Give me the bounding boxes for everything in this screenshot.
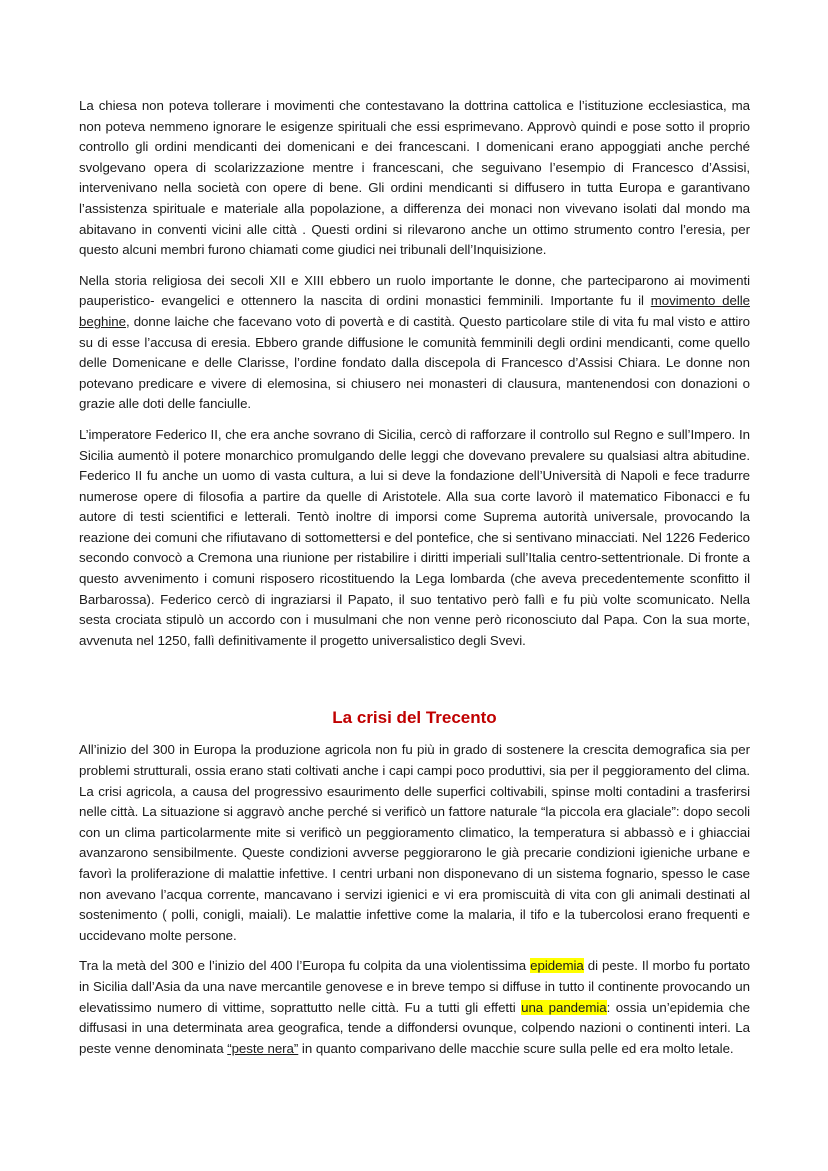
highlight-pandemia: una pandemia [521, 999, 607, 1015]
p2-text-before: Nella storia religiosa dei secoli XII e XIII ebbero un ruolo importante le donne, che parteciparono ai movimenti pauperistico- evangelici e ottennero la nascita di ordini monastici femminili. Importante fu il [79, 272, 750, 309]
underlined-peste-nera: “peste nera” [227, 1040, 299, 1056]
p5-text-a: Tra la metà del 300 e l’inizio del 400 l’Europa fu colpita da una violentissima [79, 958, 531, 974]
highlight-epidemia: epidemia [530, 958, 584, 974]
p5-text-d: in quanto comparivano delle macchie scure sulla pelle ed era molto letale. [298, 1040, 734, 1056]
paragraph-donne [79, 271, 750, 415]
paragraph-ordini-mendicanti: La chiesa non poteva tollerare i movimenti che contestavano la dottrina cattolica e l’istituzione ecclesiastica, ma non poteva nemmeno ignorare le esigenze spirituali che essi esprimevano. Approvò quindi e pose sotto il proprio controllo gli ordini mendicanti dei domenicani e dei francescani. I domenicani erano appoggiati anche perché svolgevano opera di scolarizzazione mentre i francescani, che seguivano l’esempio di Francesco d’Assisi, intervenivano nella società con opere di bene. Gli ordini mendicanti si diffusero in tutta Europa e garantivano l’assistenza spirituale e materiale alla popolazione, a differenza dei monaci non vivevano isolati dal mondo ma abitavano in conventi vicini alle città . Questi ordini si rilevarono anche un ottimo strumento contro l’eresia, per questo alcuni membri furono chiamati come giudici nei tribunali dell’Inquisizione. [79, 98, 750, 258]
p2-text-after: , donne laiche che facevano voto di povertà e di castità. Questo particolare stile di vita fu mal visto e attiro su di esse l’accusa di eresia. Ebbero grande diffusione le comunità femminili degli ordini mendicanti, come quello delle Domenicane e delle Clarisse, l’ordine fondato dalla discepola di Francesco d’Assisi Chiara. Le donne non potevano predicare e vivere di elemosina, si chiusero nei monasteri di clausura, mantenendosi con donazioni o grazie alle doti delle fanciulle. [79, 313, 750, 412]
underlined-movimento-beghine: movimento delle beghine [79, 293, 750, 329]
paragraph-peste [79, 956, 750, 1059]
p5-text-c: : ossia un’epidemia che diffusasi in una determinata area geografica, tende a diffondersi ovunque, colpendo nazioni o continenti interi. La peste venne denominata [79, 999, 750, 1056]
paragraph-crisi-agricola: All’inizio del 300 in Europa la produzione agricola non fu più in grado di sostenere la crescita demografica sia per problemi strutturali, ossia erano stati coltivati anche i capi campi poco produttivi, sia per il peggioramento del clima. La crisi agricola, a causa del progressivo esaurimento delle superfici coltivabili, spinse molti contadini a trasferirsi nelle città. La situazione si aggravò anche perché si verificò un fattore naturale “la piccola era glaciale”: dopo secoli con un clima particolarmente mite si verificò un peggioramento climatico, la temperatura si abbassò e i ghiacciai avanzarono sensibilmente. Queste condizioni avverse peggiorarono le già precarie condizioni igieniche urbane e favorì la proliferazione di malattie infettive. I centri urbani non disponevano di un sistema fognario, spesso le case non avevano l’acqua corrente, mancavano i servizi igienici e vi era promiscuità di vita con gli animali destinati al sostenimento ( polli, conigli, maiali). Le malattie infettive come la malaria, il tifo e la tubercolosi erano frequenti e uccidevano molte persone. [79, 742, 750, 943]
paragraph-federico-ii: L’imperatore Federico II, che era anche sovrano di Sicilia, cercò di rafforzare il controllo sul Regno e sull’Impero. In Sicilia aumentò il potere monarchico promulgando delle leggi che dovevano prevalere su qualsiasi altra abitudine. Federico II fu anche un uomo di vasta cultura, a lui si deve la fondazione dell’Università di Napoli e fece tradurre numerose opere di filosofia a partire da quelle di Aristotele. Alla sua corte lavorò il matematico Fibonacci e fu autore di testi scientifici e letterali. Tentò inoltre di imporsi come Suprema autorità universale, provocando la reazione dei comuni che rifiutavano di sottomettersi e del pontefice, che si sentivano minacciati. Nel 1226 Federico secondo convocò a Cremona una riunione per ristabilire i diritti imperiali sull’Italia centro-settentrionale. Di fronte a questo avvenimento i comuni risposero ricostituendo la Lega lombarda (che aveva precedentemente sconfitto il Barbarossa). Federico cercò di ingraziarsi il Papato, il suo tentativo però fallì e fu più volte scomunicato. Nella sesta crociata stipulò un accordo con i musulmani che non venne però riconosciuto dal Papa. Con la sua morte, avvenuta nel 1250, fallì definitivamente il progetto universalistico degli Svevi. [79, 426, 750, 648]
section-title: La crisi del Trecento [332, 708, 497, 728]
p5-text-b: di peste. Il morbo fu portato in Sicilia dall’Asia da una nave mercantile genovese e in breve tempo si diffuse in tutto il continente provocando un elevatissimo numero di vittime, soprattutto nelle città. Fu a tutti gli effetti [79, 958, 750, 1015]
